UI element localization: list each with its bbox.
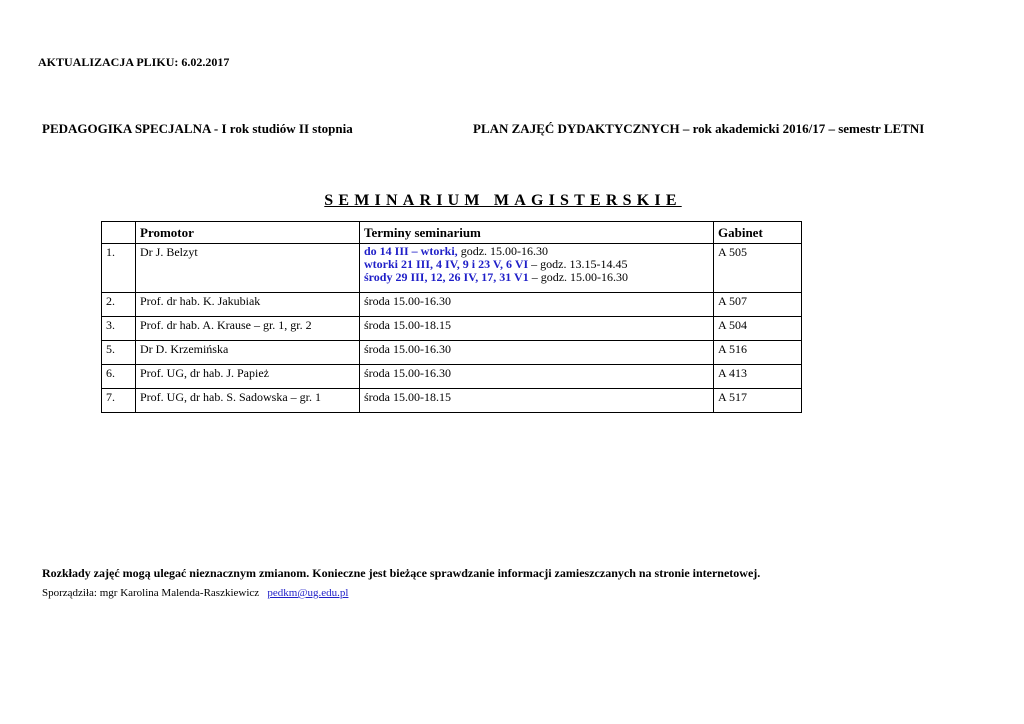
email-link[interactable]: pedkm@ug.edu.pl: [267, 587, 349, 599]
promotor-cell: Prof. UG, dr hab. J. Papież: [136, 365, 360, 389]
seminar-schedule-table: [101, 221, 802, 413]
study-program-heading: PEDAGOGIKA SPECJALNA - I rok studiów II stopnia: [42, 121, 353, 136]
terminy-cell: [360, 244, 714, 293]
table-row: [102, 365, 802, 389]
schedule-change-note: Rozkłady zajęć mogą ulegać nieznacznym zmianom. Konieczne jest bieżące sprawdzanie informacji zamieszczanych na stronie internetowej.: [42, 566, 761, 580]
terminy-cell: środa 15.00-18.15: [360, 317, 714, 341]
header-no: [102, 222, 136, 244]
row-number: 5.: [102, 341, 136, 365]
table-row: [102, 244, 802, 293]
gabinet-cell: A 517: [714, 389, 802, 413]
row-number: 7.: [102, 389, 136, 413]
terminy-cell: środa 15.00-16.30: [360, 341, 714, 365]
prepared-by-name: Sporządziła: mgr Karolina Malenda-Raszkiewicz: [42, 587, 260, 599]
terminy-highlight: środy 29 III, 12, 26 IV, 17, 31 V1: [364, 270, 529, 284]
gabinet-cell: A 516: [714, 341, 802, 365]
terminy-cell: środa 15.00-18.15: [360, 389, 714, 413]
terminy-cell: środa 15.00-16.30: [360, 293, 714, 317]
header-gabinet: Gabinet: [714, 222, 802, 244]
gabinet-cell: A 507: [714, 293, 802, 317]
table-row: [102, 293, 802, 317]
terminy-highlight: do 14 III – wtorki,: [364, 244, 458, 258]
table-row: [102, 389, 802, 413]
row-number: 3.: [102, 317, 136, 341]
page-title: SEMINARIUM MAGISTERSKIE: [324, 192, 682, 209]
terminy-cell: środa 15.00-16.30: [360, 365, 714, 389]
promotor-cell: Prof. UG, dr hab. S. Sadowska – gr. 1: [136, 389, 360, 413]
promotor-cell: Prof. dr hab. K. Jakubiak: [136, 293, 360, 317]
promotor-cell: Dr D. Krzemińska: [136, 341, 360, 365]
row-number: 6.: [102, 365, 136, 389]
header-promotor: Promotor: [136, 222, 360, 244]
table-header-row: [102, 222, 802, 244]
terminy-time: godz. 15.00-16.30: [457, 244, 549, 258]
terminy-time: – godz. 13.15-14.45: [528, 257, 628, 271]
table-row: [102, 341, 802, 365]
prepared-by: [42, 587, 348, 599]
file-update-date: AKTUALIZACJA PLIKU: 6.02.2017: [38, 55, 230, 69]
plan-heading: PLAN ZAJĘĆ DYDAKTYCZNYCH – rok akademicki 2016/17 – semestr LETNI: [473, 121, 925, 136]
table-row: [102, 317, 802, 341]
gabinet-cell: A 505: [714, 244, 802, 293]
header-terminy: Terminy seminarium: [360, 222, 714, 244]
promotor-cell: Dr J. Belzyt: [136, 244, 360, 293]
terminy-line: [364, 271, 709, 284]
gabinet-cell: A 504: [714, 317, 802, 341]
promotor-cell: Prof. dr hab. A. Krause – gr. 1, gr. 2: [136, 317, 360, 341]
gabinet-cell: A 413: [714, 365, 802, 389]
row-number: 1.: [102, 244, 136, 293]
terminy-time: – godz. 15.00-16.30: [528, 270, 629, 284]
row-number: 2.: [102, 293, 136, 317]
terminy-highlight: wtorki 21 III, 4 IV, 9 i 23 V, 6 VI: [364, 257, 529, 271]
